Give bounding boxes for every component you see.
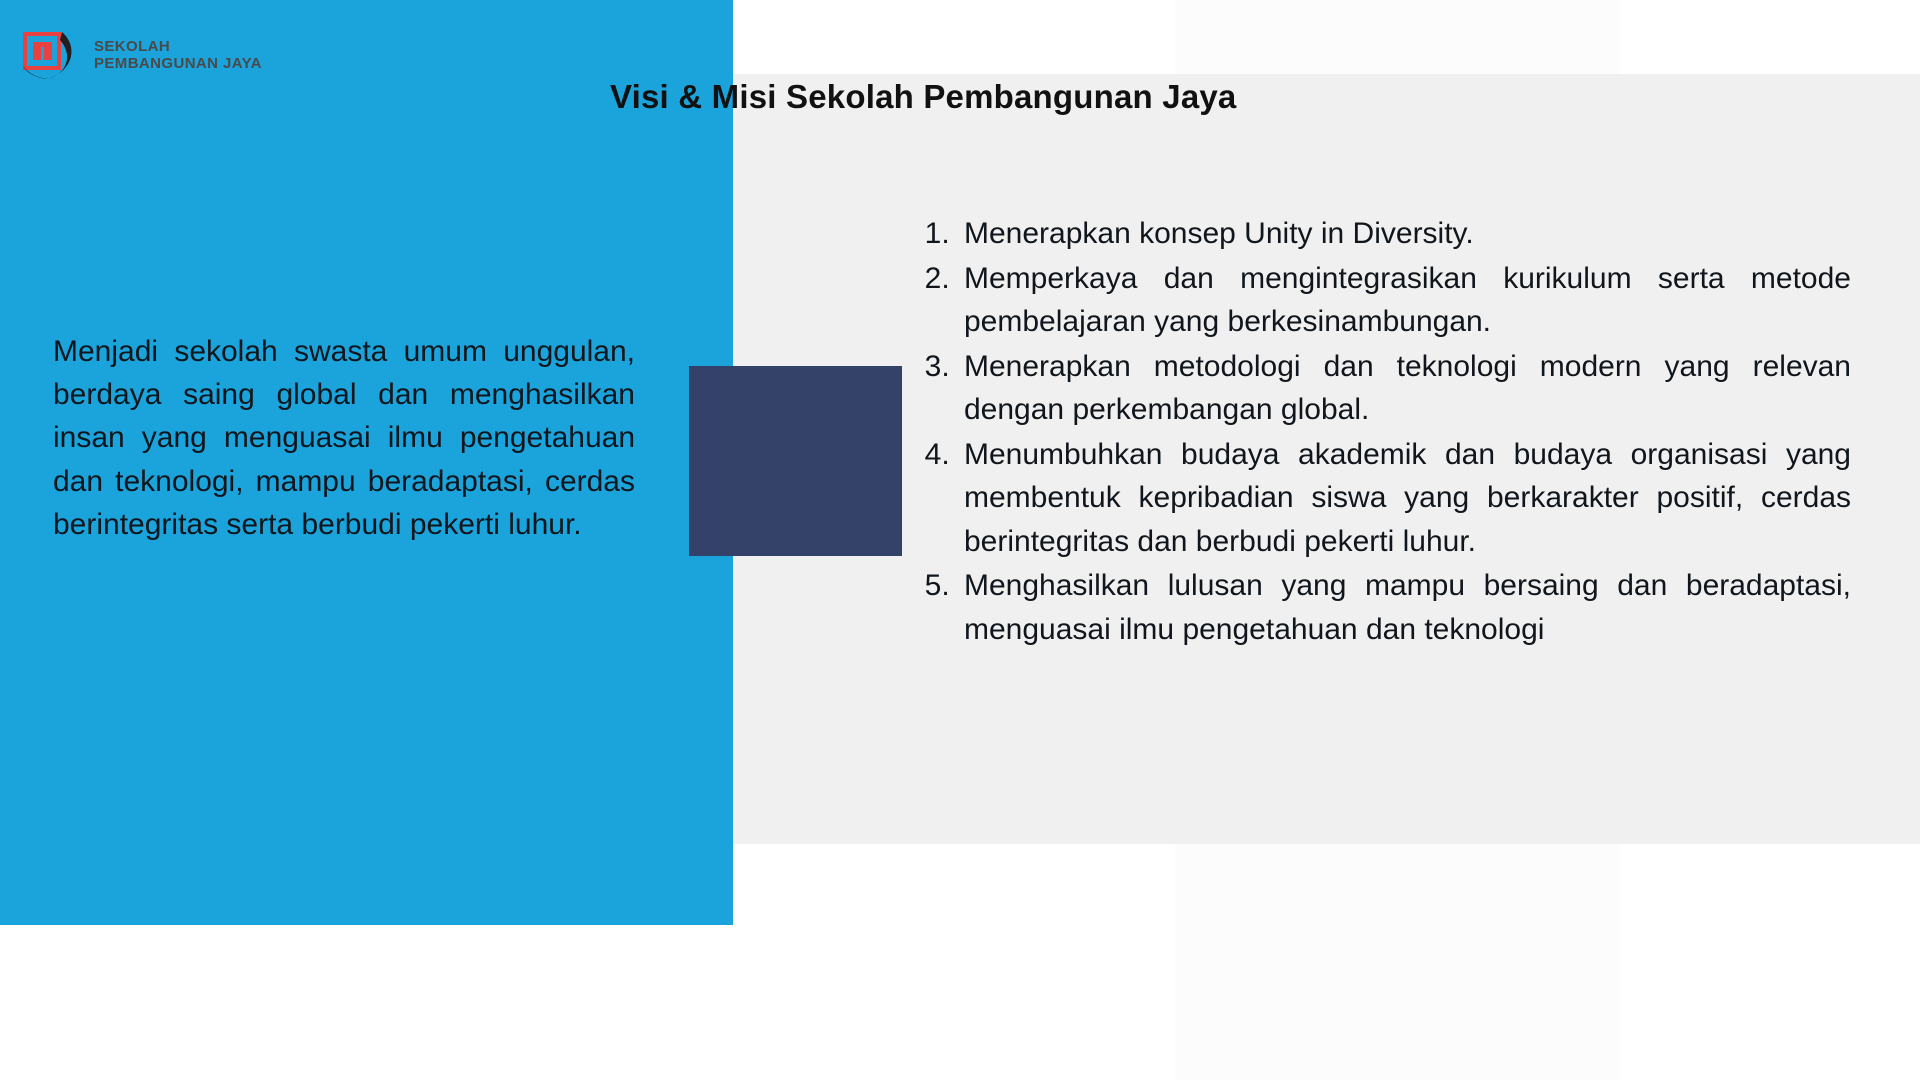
school-logo xyxy=(22,28,312,84)
mission-list-container xyxy=(916,212,1851,652)
logo-line-2: PEMBANGUNAN JAYA xyxy=(94,55,262,72)
vision-statement: Menjadi sekolah swasta umum unggulan, berdaya saing global dan menghasilkan insan yang menguasai ilmu pengetahuan dan teknologi, mampu beradaptasi, cerdas berintegritas serta berbudi pekerti luhur. xyxy=(53,335,635,541)
list-item: 3. Menerapkan metodologi dan teknologi modern yang relevan dengan perkembangan global. xyxy=(958,345,1851,432)
navy-accent-block xyxy=(689,366,902,556)
list-item: 1. Menerapkan konsep Unity in Diversity. xyxy=(958,212,1851,256)
list-item: 5. Menghasilkan lulusan yang mampu bersaing dan beradaptasi, menguasai ilmu pengetahuan dan teknologi xyxy=(958,564,1851,651)
logo-line-1: SEKOLAH xyxy=(94,38,171,56)
logo-wordmark xyxy=(94,39,262,73)
list-item: 4. Menumbuhkan budaya akademik dan budaya organisasi yang membentuk kepribadian siswa yang berkarakter positif, cerdas berintegritas dan berbudi pekerti luhur. xyxy=(958,433,1851,564)
mission-list xyxy=(916,212,1851,651)
sekolah-pembangunan-jaya-logo-icon xyxy=(22,30,84,82)
list-item: 2. Memperkaya dan mengintegrasikan kurikulum serta metode pembelajaran yang berkesinambungan. xyxy=(958,257,1851,344)
page-title: Visi & Misi Sekolah Pembangunan Jaya xyxy=(610,78,1237,115)
